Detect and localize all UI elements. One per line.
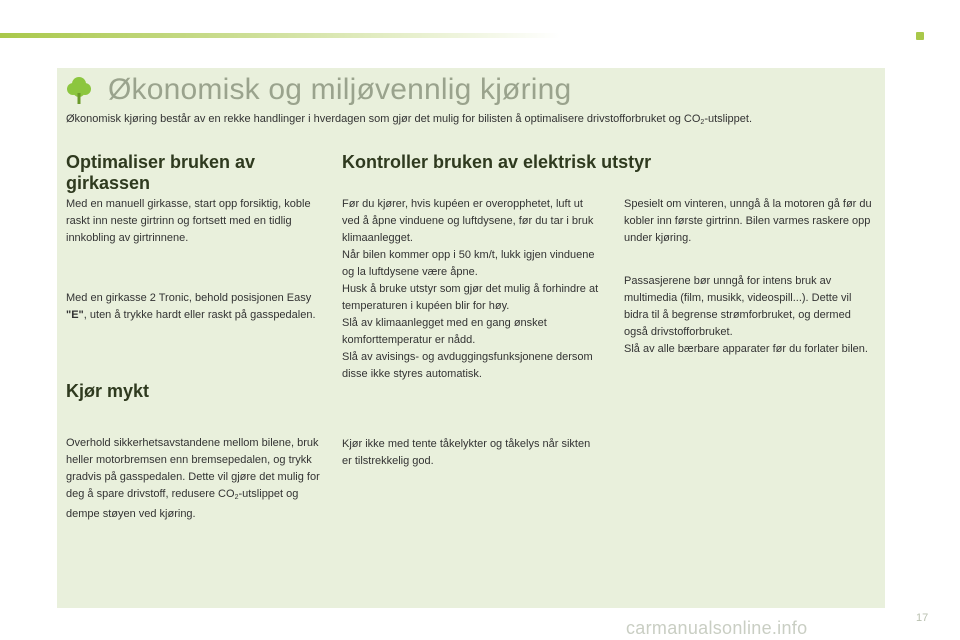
electric-col1-foglights: Kjør ikke med tente tåkelykter og tåkelys når sikten er tilstrekkelig god. bbox=[342, 438, 591, 467]
tree-icon bbox=[66, 75, 92, 105]
electric-col2-text: Passasjerene bør unngå for intens bruk av multimedia (film, musikk, videospill...). Dette vil bidra til å begrense strømforbruket, og dermed også drivstofforbruket. Slå av alle bærbare apparater før du forlater bilen. bbox=[624, 275, 868, 355]
intro-text: Økonomisk kjøring består av en rekke handlinger i hverdagen som gjør det mulig for bilisten å optimalisere drivstofforbruket og $CO_2$-utslippet. bbox=[66, 113, 753, 126]
electric-col2-paragraph-1: Spesielt om vinteren, unngå å la motoren gå før du kobler inn første girtrinn. Bilen varmes raskere opp under kjøring. bbox=[624, 198, 872, 244]
header-accent-bar bbox=[0, 33, 560, 38]
electric-col1-text: Før du kjører, hvis kupéen er overopphetet, luft ut ved å åpne vinduene og luftdysene, før du tar i bruk klimaanlegget. Når bilen kommer opp i 50 km/t, lukk igjen vinduene og la luftdysene være åpne. Husk å bruke utstyr som gjør det mulig å forhindre at temperaturen i kupéen blir for høy. Slå av klimaanlegget med en gang ønsket komforttemperatur er nådd. Slå av avisings- og avduggingsfunksjonene dersom disse ikke styres automatisk. bbox=[342, 198, 599, 380]
title-row bbox=[66, 72, 571, 108]
page-number: 17 bbox=[916, 612, 929, 624]
heading-gearbox: Optimaliser bruken av girkassen bbox=[66, 152, 256, 193]
gearbox-paragraph-2: Med en girkasse 2 Tronic, behold posisjonen Easy "E", uten å trykke hardt eller raskt på gasspedalen. bbox=[66, 292, 316, 321]
watermark: carmanualsonline.info bbox=[626, 618, 808, 638]
corner-marker bbox=[916, 32, 924, 40]
page-title: Økonomisk og miljøvennlig kjøring bbox=[108, 73, 572, 106]
gearbox-paragraph-1: Med en manuell girkasse, start opp forsiktig, koble raskt inn neste girtrinn og fortsett med en tidlig innkobling av girtrinnene. bbox=[66, 198, 311, 244]
smooth-paragraph: Overhold sikkerhetsavstandene mellom bilene, bruk heller motorbremsen enn bremsepedalen, og trykk gradvis på gasspedalen. Dette vil gjøre det mulig for deg å spare drivstoff, redusere $CO_2$-utslippet og dempe støyen ved kjøring. bbox=[66, 437, 320, 520]
heading-smooth-driving: Kjør mykt bbox=[66, 381, 150, 401]
heading-electric-equipment: Kontroller bruken av elektrisk utstyr bbox=[342, 152, 652, 172]
